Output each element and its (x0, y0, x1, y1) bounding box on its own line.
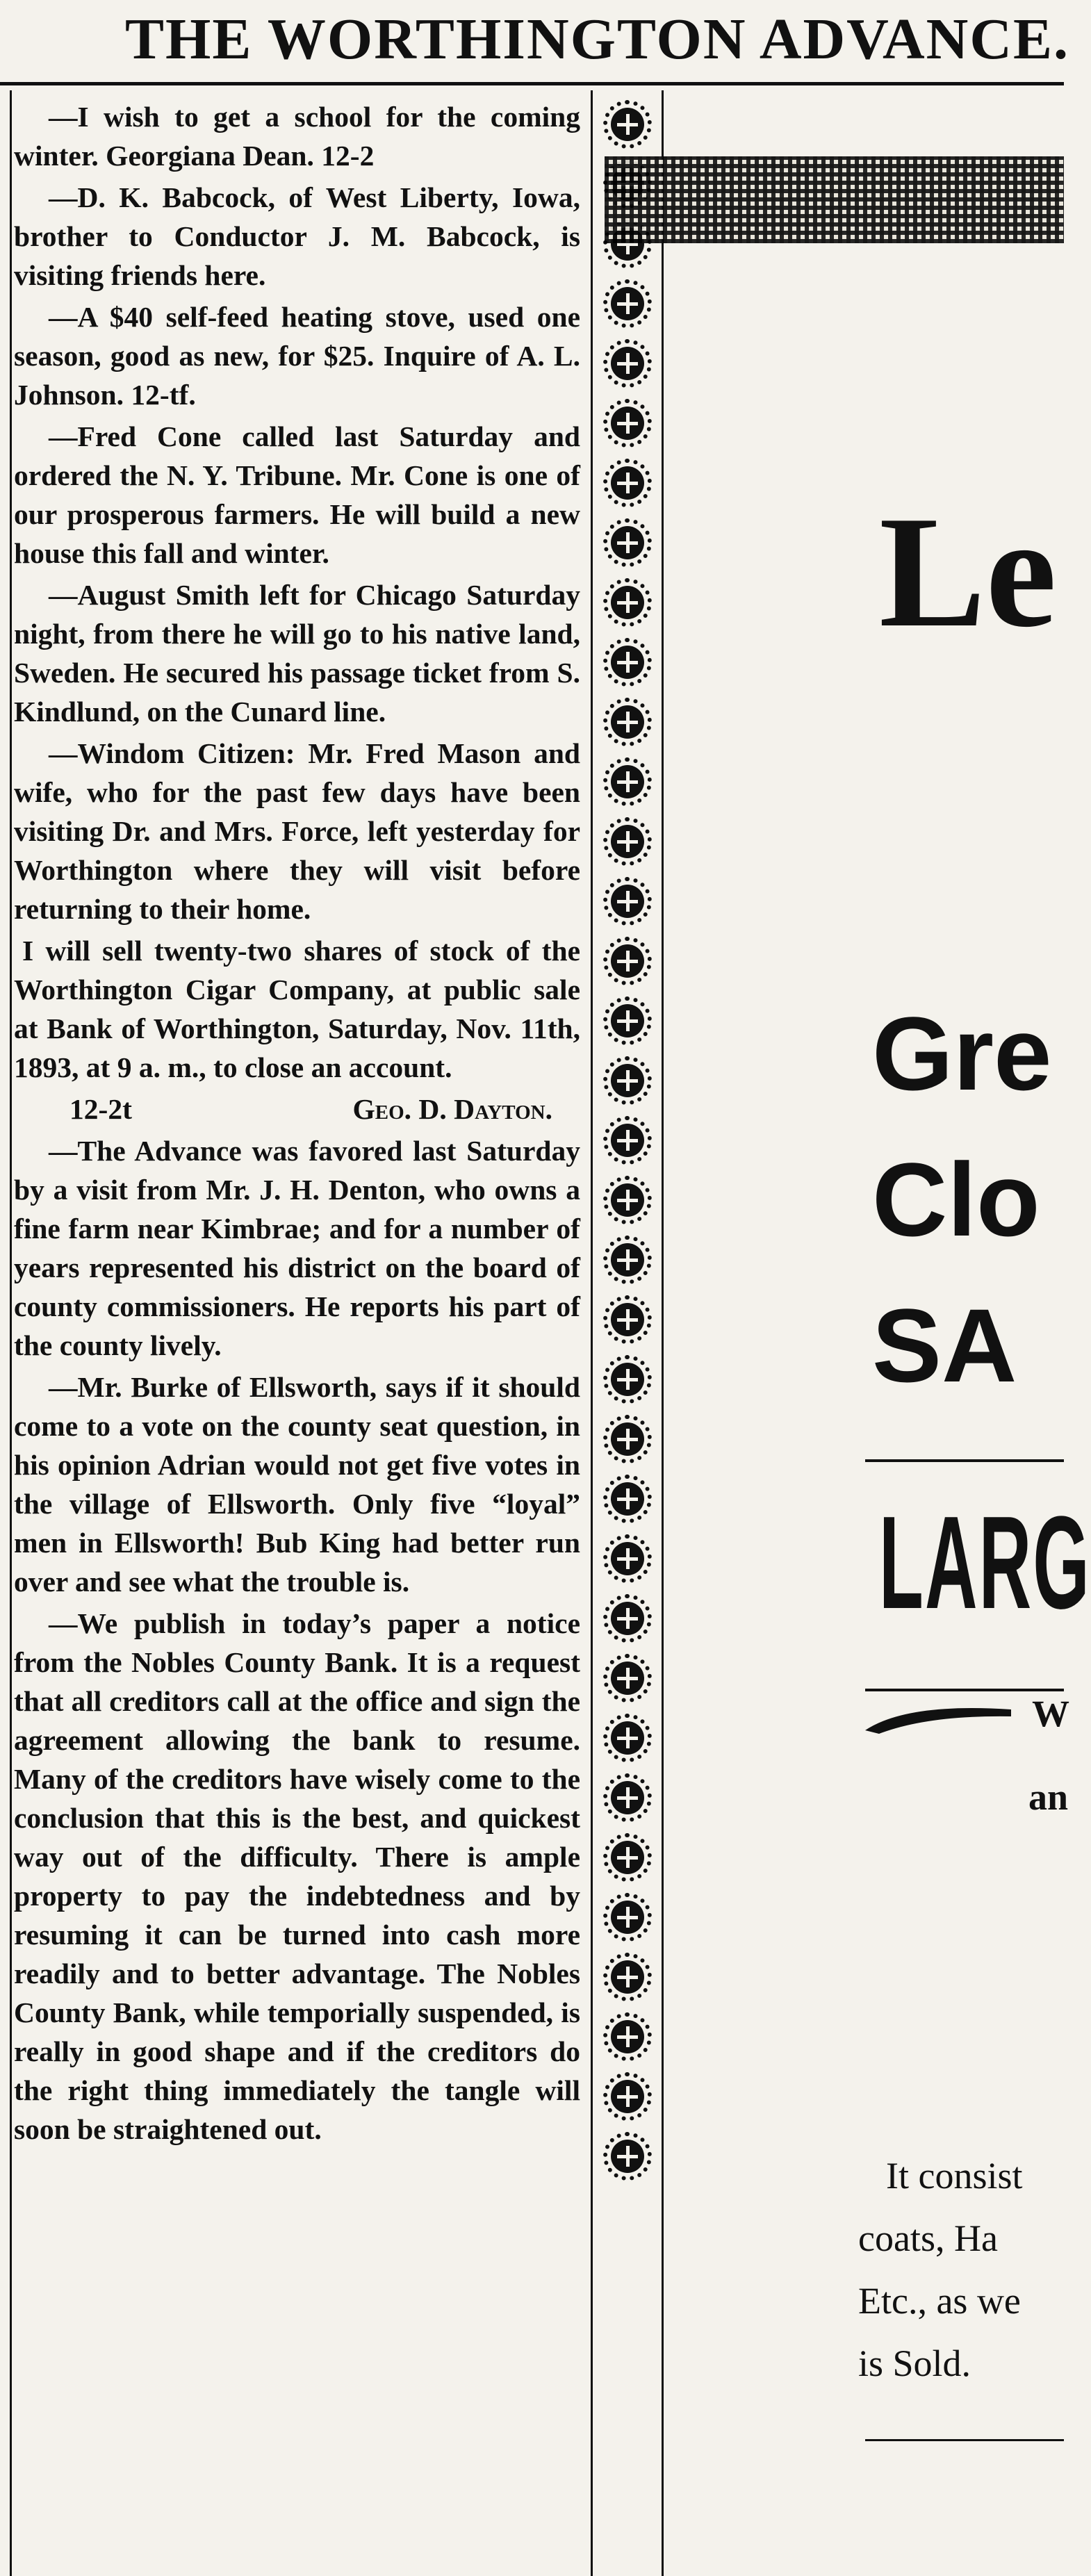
ring-ornament-icon (603, 1355, 652, 1404)
ring-ornament-icon (603, 1295, 652, 1344)
ad-text: Etc., as we (858, 2280, 1021, 2322)
cross-ornament-icon (611, 1183, 644, 1217)
signature-name: Geo. D. Dayton. (352, 1093, 552, 1125)
ring-ornament-icon (603, 399, 652, 448)
cross-ornament-icon (611, 1602, 644, 1635)
cross-ornament-icon (611, 885, 644, 918)
ring-ornament-icon (603, 1594, 652, 1643)
ring-ornament-icon (603, 100, 652, 149)
cross-ornament-icon (611, 1542, 644, 1575)
cross-ornament-icon (611, 825, 644, 858)
cross-ornament-icon (611, 287, 644, 320)
ring-ornament-icon (603, 638, 652, 687)
cross-ornament-icon (611, 586, 644, 619)
ad-rule (865, 1459, 1064, 1462)
ring-ornament-icon (603, 757, 652, 806)
news-item: —We publish in today’s paper a notice from the Nobles County Bank. It is a request that all creditors call at the office and sign the agreement allowing the bank to resume. Many of the creditors have wisely come to the conclusion that this is the best, and quickest way out of the difficulty. There is ample property to pay the indebtedness and by resuming it can be turned into cash more readily and to better advantage. The Nobles County Bank, while temporially suspended, is really in good shape and if the creditors do the right thing immediately the tangle will soon be straightened out. (14, 1607, 580, 2145)
news-item: —D. K. Babcock, of West Liberty, Iowa, brother to Conductor J. M. Babcock, is visiting friends here. (14, 181, 580, 291)
ring-ornament-icon (603, 1415, 652, 1463)
ad-heading: LARG (879, 1489, 1091, 1636)
ring-ornament-icon (603, 459, 652, 507)
cross-ornament-icon (611, 2140, 644, 2173)
cross-ornament-icon (611, 1781, 644, 1814)
column-rule (591, 90, 593, 2576)
cross-ornament-icon (611, 1303, 644, 1336)
news-item: I will sell twenty-two shares of stock of the Worthington Cigar Company, at public sale at Bank of Worthington, Saturday, Nov. 11th, 1893, at 9 a. m., to close an account. (14, 935, 580, 1083)
column-rule (10, 90, 12, 2576)
ring-ornament-icon (603, 1893, 652, 1942)
ring-ornament-icon (603, 1176, 652, 1224)
news-item: —August Smith left for Chicago Saturday night, from there he will go to his native land, Sweden. He secured his passage ticket from S. Kindlund, on the Cunard line. (14, 579, 580, 728)
ad-text: is Sold. (858, 2343, 971, 2384)
ring-ornament-icon (603, 1475, 652, 1523)
cross-ornament-icon (611, 1064, 644, 1097)
news-item: —A $40 self-feed heating stove, used one season, good as new, for $25. Inquire of A. L. Johnson. 12-tf. (14, 301, 580, 411)
news-column (14, 97, 580, 2151)
ring-ornament-icon (603, 518, 652, 567)
column-rule (662, 90, 664, 2576)
ring-ornament-icon (603, 937, 652, 985)
signature-code: 12-2t (69, 1093, 132, 1125)
cross-ornament-icon (611, 1004, 644, 1037)
cross-ornament-icon (611, 1841, 644, 1874)
cross-ornament-icon (611, 526, 644, 559)
ring-ornament-icon (603, 1714, 652, 1762)
cross-ornament-icon (611, 2020, 644, 2053)
cross-ornament-icon (611, 2080, 644, 2113)
ad-heading: Le (879, 483, 1057, 660)
cross-ornament-icon (611, 466, 644, 500)
news-item: —I wish to get a school for the coming winter. Georgiana Dean. 12-2 (14, 101, 580, 172)
cross-ornament-icon (611, 705, 644, 739)
cross-ornament-icon (611, 347, 644, 380)
cross-ornament-icon (611, 1124, 644, 1157)
cross-ornament-icon (611, 407, 644, 440)
signature-line (14, 1090, 580, 1129)
ring-ornament-icon (603, 817, 652, 866)
ring-ornament-icon (603, 1116, 652, 1165)
ring-ornament-icon (603, 1534, 652, 1583)
ad-heading: Gre (872, 995, 1052, 1112)
ad-text: an (1028, 1776, 1069, 1818)
ring-ornament-icon (603, 1056, 652, 1105)
ring-ornament-icon (603, 339, 652, 388)
ring-ornament-icon (603, 2012, 652, 2061)
ring-ornament-icon (603, 698, 652, 746)
news-item: —The Advance was favored last Saturday by a visit from Mr. J. H. Denton, who owns a fine farm near Kimbrae; and for a number of years represented his district on the board of county commissioners. He reports his part of the county lively. (14, 1135, 580, 1361)
ad-heading: SA (872, 1287, 1017, 1404)
ring-ornament-icon (603, 2072, 652, 2121)
ring-ornament-icon (603, 1773, 652, 1822)
pointing-hand-icon (865, 1703, 1025, 1737)
cross-ornament-icon (611, 1960, 644, 1994)
ornament-band (605, 156, 1064, 243)
cross-ornament-icon (611, 1243, 644, 1277)
ad-rule (865, 1689, 1064, 1691)
news-item: —Windom Citizen: Mr. Fred Mason and wife, who for the past few days have been visiting Dr. and Mrs. Force, left yesterday for Worthington where they will visit before returning to their home. (14, 737, 580, 925)
news-item: —Fred Cone called last Saturday and ordered the N. Y. Tribune. Mr. Cone is one of our prosperous farmers. He will build a new house this fall and winter. (14, 420, 580, 569)
cross-ornament-icon (611, 1363, 644, 1396)
cross-ornament-icon (611, 1901, 644, 1934)
cross-ornament-icon (611, 1482, 644, 1516)
ad-text: W (1032, 1693, 1069, 1734)
cross-ornament-icon (611, 1662, 644, 1695)
cross-ornament-icon (611, 108, 644, 141)
ad-heading: Clo (872, 1141, 1040, 1258)
cross-ornament-icon (611, 765, 644, 798)
cross-ornament-icon (611, 646, 644, 679)
masthead (0, 0, 1070, 85)
ring-ornament-icon (603, 1953, 652, 2001)
ad-text: coats, Ha (858, 2217, 998, 2259)
ring-ornament-icon (603, 279, 652, 328)
cross-ornament-icon (611, 1721, 644, 1755)
ring-ornament-icon (603, 578, 652, 627)
ring-ornament-icon (603, 1236, 652, 1284)
decorative-border (596, 90, 659, 2576)
news-item: —Mr. Burke of Ellsworth, says if it should come to a vote on the county seat question, in his opinion Adrian would not get five votes in the village of Ellsworth. Only five “loyal” men in Ellsworth! Bub King had better run over and see what the trouble is. (14, 1371, 580, 1598)
ring-ornament-icon (603, 2132, 652, 2181)
ad-text: It consist (886, 2155, 1023, 2197)
cross-ornament-icon (611, 1422, 644, 1456)
ring-ornament-icon (603, 877, 652, 926)
ring-ornament-icon (603, 1833, 652, 1882)
ad-rule (865, 2439, 1064, 2441)
cross-ornament-icon (611, 944, 644, 978)
ring-ornament-icon (603, 996, 652, 1045)
ring-ornament-icon (603, 1654, 652, 1703)
newspaper-title: THE WORTHINGTON ADVANCE. (125, 7, 1070, 72)
